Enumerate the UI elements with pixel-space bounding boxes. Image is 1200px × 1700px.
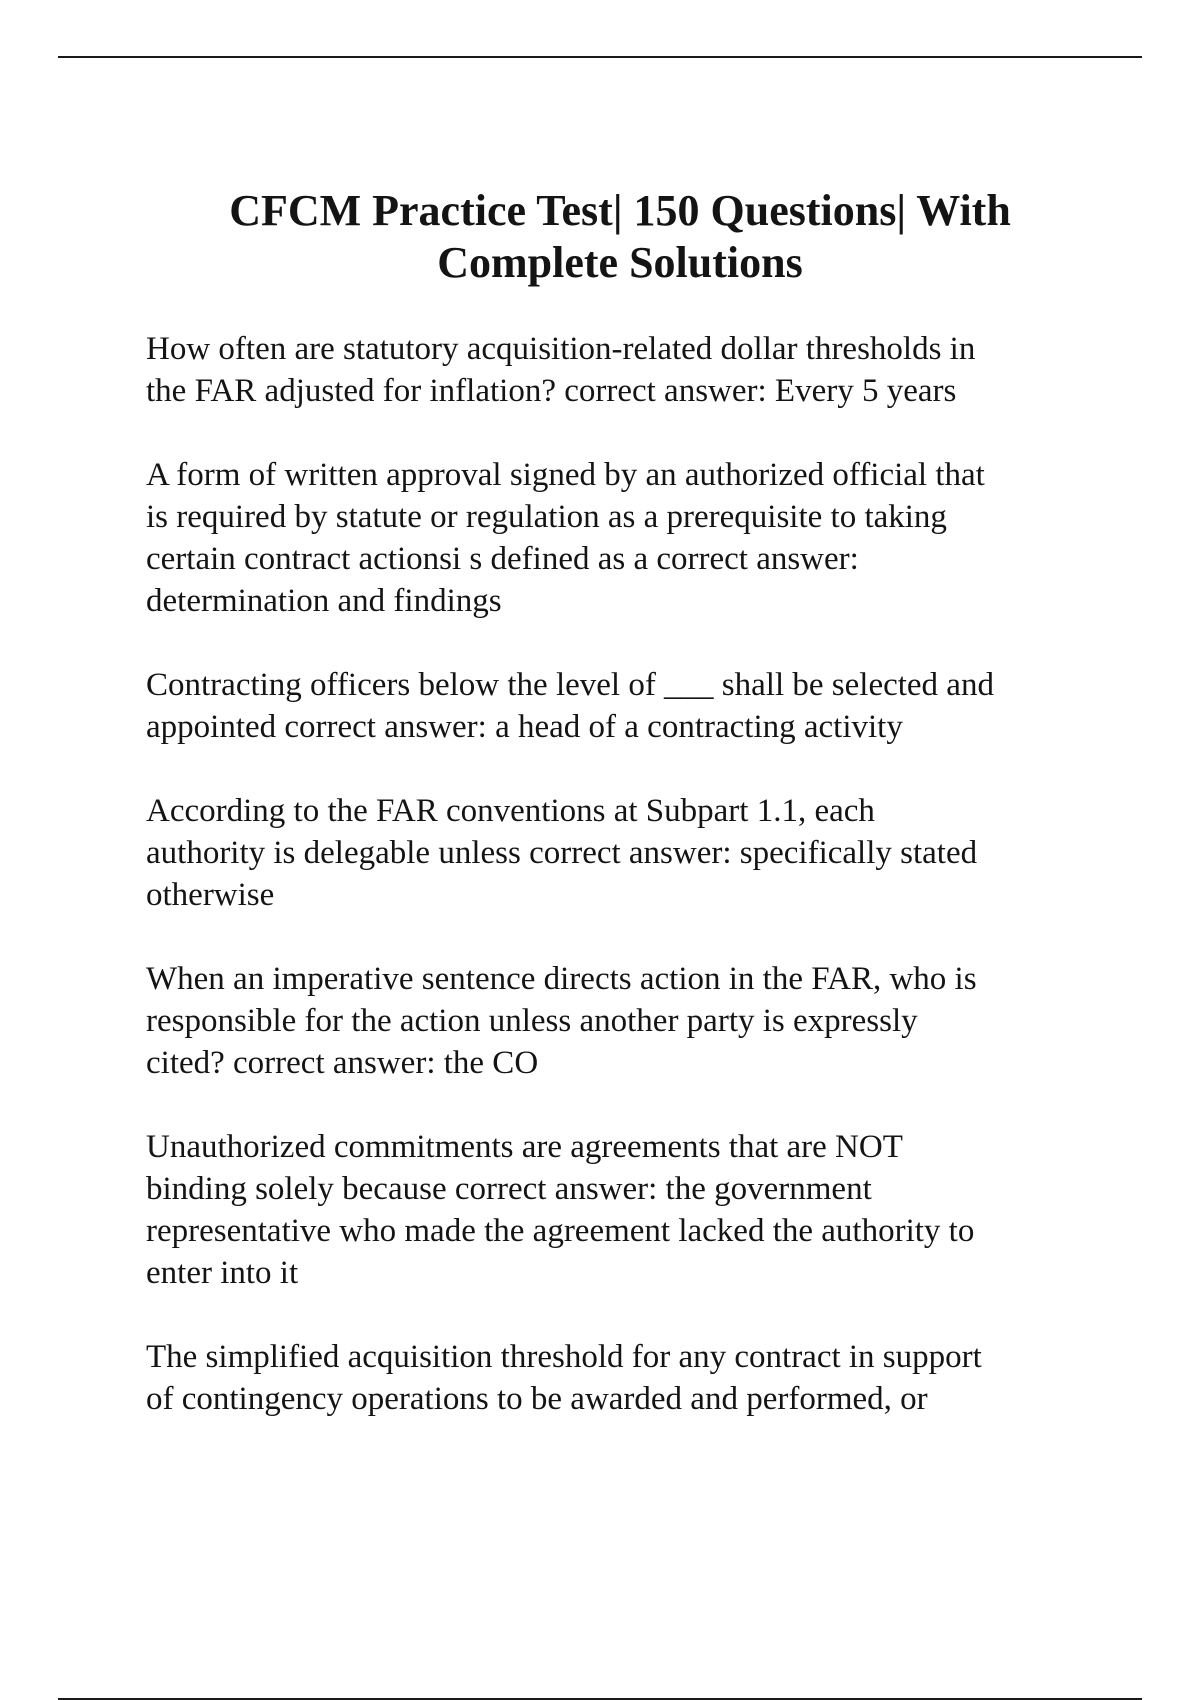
qa-list [146, 328, 1106, 1462]
qa-text-line: authority is delegable unless correct answer: specifically stated [146, 835, 978, 871]
title-line: Complete Solutions [437, 238, 803, 287]
qa-text-line: A form of written approval signed by an authorized official that [146, 457, 985, 493]
qa-item [146, 1336, 1106, 1420]
qa-text-line: representative who made the agreement lacked the authority to [146, 1213, 975, 1249]
header-divider [58, 56, 1142, 58]
qa-text-line: certain contract actionsi s defined as a correct answer: [146, 541, 859, 577]
qa-text-line: binding solely because correct answer: the government [146, 1171, 872, 1207]
qa-text-line: of contingency operations to be awarded and performed, or [146, 1381, 928, 1417]
qa-item [146, 958, 1106, 1084]
document-title [140, 185, 1100, 289]
qa-text-line: When an imperative sentence directs action in the FAR, who is [146, 961, 977, 997]
qa-item [146, 790, 1106, 916]
qa-text-line: determination and findings [146, 583, 502, 619]
qa-text-line: the FAR adjusted for inflation? correct answer: Every 5 years [146, 373, 957, 409]
title-line: CFCM Practice Test| 150 Questions| With [229, 186, 1011, 235]
qa-item [146, 1126, 1106, 1294]
qa-text-line: cited? correct answer: the CO [146, 1045, 539, 1081]
qa-item [146, 664, 1106, 748]
qa-text-line: Unauthorized commitments are agreements that are NOT [146, 1129, 903, 1165]
qa-text-line: is required by statute or regulation as a prerequisite to taking [146, 499, 947, 535]
qa-item [146, 454, 1106, 622]
qa-item [146, 328, 1106, 412]
qa-text-line: otherwise [146, 877, 275, 913]
qa-text-line: responsible for the action unless another party is expressly [146, 1003, 918, 1039]
qa-text-line: Contracting officers below the level of ___ shall be selected and [146, 667, 994, 703]
qa-text-line: appointed correct answer: a head of a contracting activity [146, 709, 903, 745]
qa-text-line: enter into it [146, 1255, 299, 1291]
qa-text-line: According to the FAR conventions at Subpart 1.1, each [146, 793, 875, 829]
qa-text-line: How often are statutory acquisition-related dollar thresholds in [146, 331, 976, 367]
qa-text-line: The simplified acquisition threshold for any contract in support [146, 1339, 982, 1375]
